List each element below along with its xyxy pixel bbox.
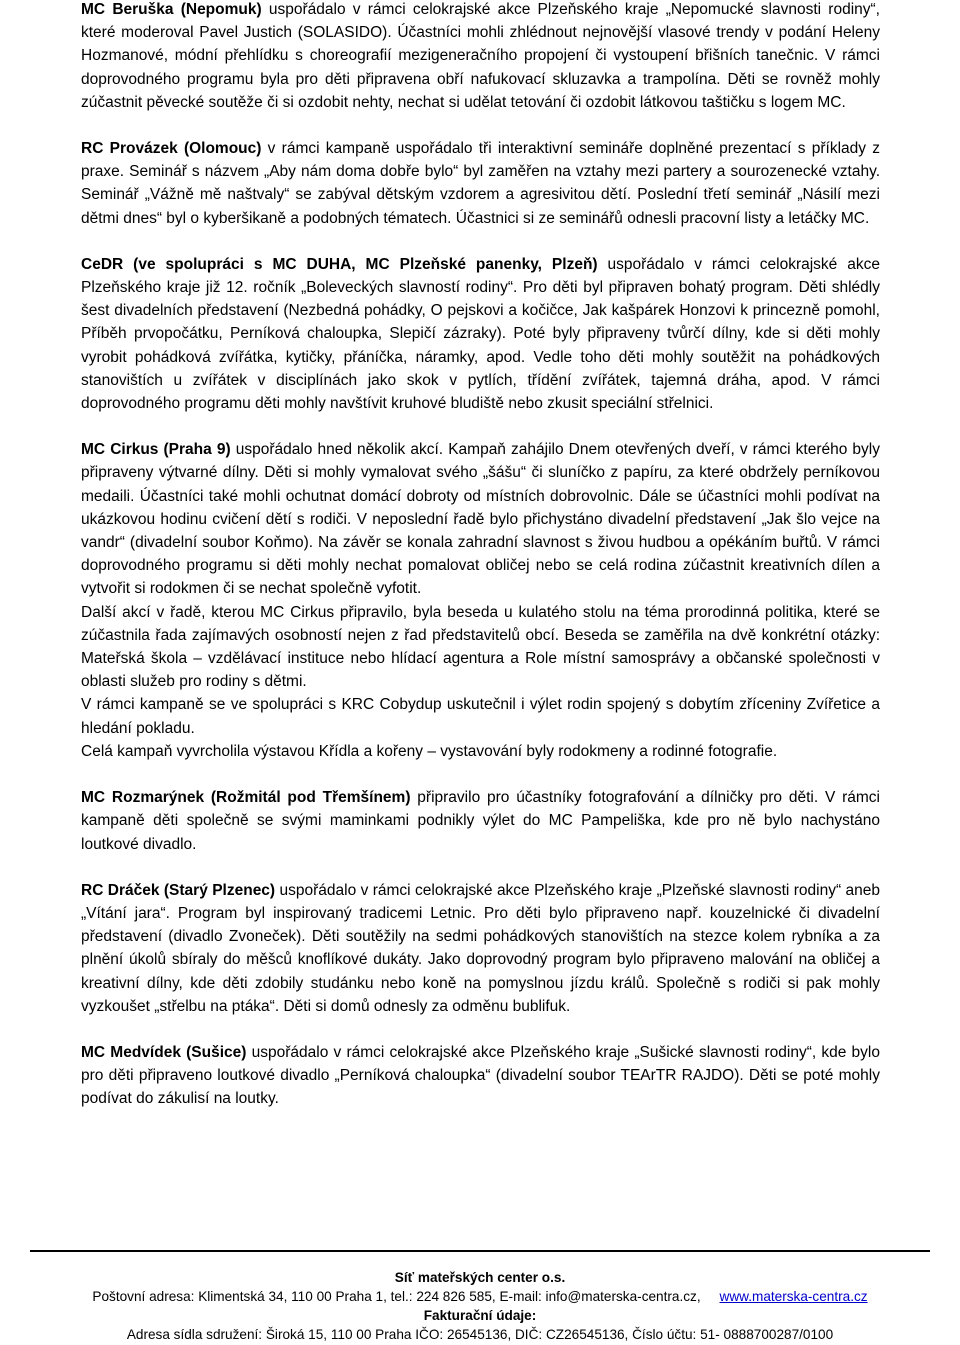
footer-billing-heading: Fakturační údaje:: [423, 1308, 537, 1323]
document-body: [81, 0, 880, 1111]
footer-postal-line: [0, 1287, 960, 1306]
paragraph-title: MC Cirkus (Praha 9): [81, 441, 231, 459]
paragraph-cedr: [81, 253, 880, 415]
paragraph-title: MC Medvídek (Sušice): [81, 1043, 247, 1061]
paragraph-text: uspořádalo v rámci celokrajské akce Plzeňského kraje „Plzeňské slavnosti rodiny“ aneb „Vítání jara“. Program byl inspirovaný tradicemi Letnic. Pro děti bylo připraveno např. kouzelnické či divadelní představení (divadlo Zvoneček). Děti soutěžily na sedmi pohádkových stanovištích na stezce kolem rybníka a za plnění úkolů sbíraly do měšců knoflíkové dukáty. Jako doprovodný program bylo připraveno malování na obličej a kreativní dílny, kde děti zdobily studánku nebo koně na pomyslnou jízdu králů. Společně s rodiči si pak mohly vyzkoušet „střelbu na ptáka“. Děti si domů odnesly za odměnu bublifuk.: [81, 881, 880, 1015]
paragraph-text: v rámci kampaně uspořádalo tři interaktivní semináře doplněné prezentací s příklady z praxe. Seminář s názvem „Aby nám doma dobře bylo“ byl zaměřen na vztahy mezi partery a sourozenecké vztahy. Seminář „Vážně mě naštvaly“ se zabýval dětským vzdorem a agresivitou dětí. Poslední třetí seminář „Násilí mezi dětmi dnes“ byl o kyberšikaně a podobných tématech. Účastnici si ze seminářů odnesli pracovní listy a letáčky MC.: [81, 140, 880, 227]
paragraph-rc-provazek: [81, 137, 880, 230]
paragraph-text: připravilo pro účastníky fotografování a dílničky pro děti. V rámci kampaně děti společně se svými maminkami podnikly výlet do MC Pampeliška, kde pro ně bylo nachystáno loutkové divadlo.: [81, 789, 880, 853]
paragraph-title: RC Dráček (Starý Plzenec): [81, 881, 276, 899]
paragraph-mc-cirkus-beseda: Další akcí v řadě, kterou MC Cirkus připravilo, byla beseda u kulatého stolu na téma prorodinná politika, které se zúčastnila řada zajímavých osobností nejen z řad představitelů obcí. Beseda se zaměřila na dvě konkrétní otázky: Mateřská škola – vzdělávací instituce nebo hlídací agentura a Role místní samosprávy a občanské společnosti v oblasti služeb pro rodiny s dětmi.: [81, 603, 880, 691]
paragraph-title: CeDR (ve spolupráci s MC DUHA, MC Plzeňské panenky, Plzeň): [81, 255, 598, 273]
footer-website-link[interactable]: www.materska-centra.cz: [719, 1289, 868, 1304]
paragraph-rc-dracek: [81, 879, 880, 1018]
paragraph-mc-beruska: [81, 0, 880, 114]
page-footer: [0, 1268, 960, 1344]
paragraph-text: uspořádalo v rámci celokrajské akce Plzeňského kraje „Nepomucké slavnosti rodiny“, které moderoval Pavel Justich (SOLASIDO). Účastníci mohli zhlédnout nejnovější vlasové trendy v podání Heleny Hozmanové, módní přehlídku s choreografií mezigeneračního propojení či vystoupení břišních tanečnic. V rámci doprovodného programu byla pro děti připravena obří nafukovací skluzavka a trampolína. Děti se rovněž mohly zúčastnit pěvecké soutěže či si ozdobit nehty, nechat si udělat tetování či ozdobit látkovou taštičku s logem MC.: [81, 1, 880, 111]
paragraph-mc-rozmarynek: [81, 786, 880, 856]
paragraph-mc-cirkus-vystava: Celá kampaň vyvrcholila výstavou Křídla a kořeny – vystavování byly rodokmeny a rodinné fotografie.: [81, 742, 778, 760]
paragraph-title: MC Beruška (Nepomuk): [81, 1, 262, 18]
paragraph-title: MC Rozmarýnek (Rožmitál pod Třemšínem): [81, 789, 411, 807]
paragraph-mc-cirkus-vylet: V rámci kampaně se ve spolupráci s KRC Cobydup uskutečnil i výlet rodin spojený s dobytím zříceniny Zvířetice a hledání pokladu.: [81, 696, 880, 737]
paragraph-mc-medvidek: [81, 1041, 880, 1111]
footer-billing-details: Adresa sídla sdružení: Široká 15, 110 00 Praha IČO: 26545136, DIČ: CZ26545136, Číslo účtu: 51- 0888700287/0100: [126, 1327, 834, 1342]
footer-org-name: Síť mateřských center o.s.: [394, 1270, 566, 1285]
footer-postal-address: Poštovní adresa: Klimentská 34, 110 00 Praha 1, tel.: 224 826 585, E-mail: info@materska-centra.cz,: [92, 1289, 701, 1304]
paragraph-title: RC Provázek (Olomouc): [81, 140, 262, 158]
paragraph-mc-cirkus: [81, 438, 880, 600]
paragraph-text: uspořádalo hned několik akcí. Kampaň zahájilo Dnem otevřených dveří, v rámci kterého byly připraveny výtvarné dílny. Děti si mohly vymalovat svého „šášu“ či sluníčko z papíru, za které obdržely perníkovou medaili. Účastníci také mohli ochutnat domácí dobroty od místních dobrovolnic. Dále se účastníci mohli podívat na ukázkovou hodinu cvičení dětí s rodiči. V neposlední řadě bylo přichystáno divadelní představení „Jak šlo vejce na vandr“ (divadelní soubor Koňmo). Na závěr se konala zahradní slavnost s živou hudbou a opékáním buřtů. V rámci doprovodného programu si děti mohly nechat pomalovat obličej nebo se celá rodina zúčastnit kreativních dílen a vytvořit si rodokmen či se nechat společně vyfotit.: [81, 441, 880, 598]
footer-divider: [30, 1250, 930, 1252]
paragraph-text: uspořádalo v rámci celokrajské akce Plzeňského kraje již 12. ročník „Boleveckých slavností rodiny“. Pro děti byl připraven bohatý program. Děti shlédly šest divadelních představení (Nezbedná pohádky, O pejskovi a kočičce, Jak kašpárek Honzovi k princezně pomohl, Příběh prvopočátku, Perníková chaloupka, Slepičí zázraky). Poté byly připraveny tvůrčí dílny, kde si děti mohly vyrobit pohádková zvířátka, kytičky, přáníčka, náramky, apod. Vedle toho děti mohly soutěžit na pohádkových stanovištích u zvířátek v disciplínách jako skok v pytlích, třídění zvířátek, tajemná dráha, apod. V rámci doprovodného programu děti mohly navštívit kruhové bludiště nebo zkusit speciální střelnici.: [81, 255, 880, 413]
paragraph-text: uspořádalo v rámci celokrajské akce Plzeňského kraje „Sušické slavnosti rodiny“, kde bylo pro děti připraveno loutkové divadlo „Perníková chaloupka“ (divadelní soubor TEArTR RAJDO). Děti se poté mohly podívat do zákulisí na loutky.: [81, 1043, 880, 1108]
